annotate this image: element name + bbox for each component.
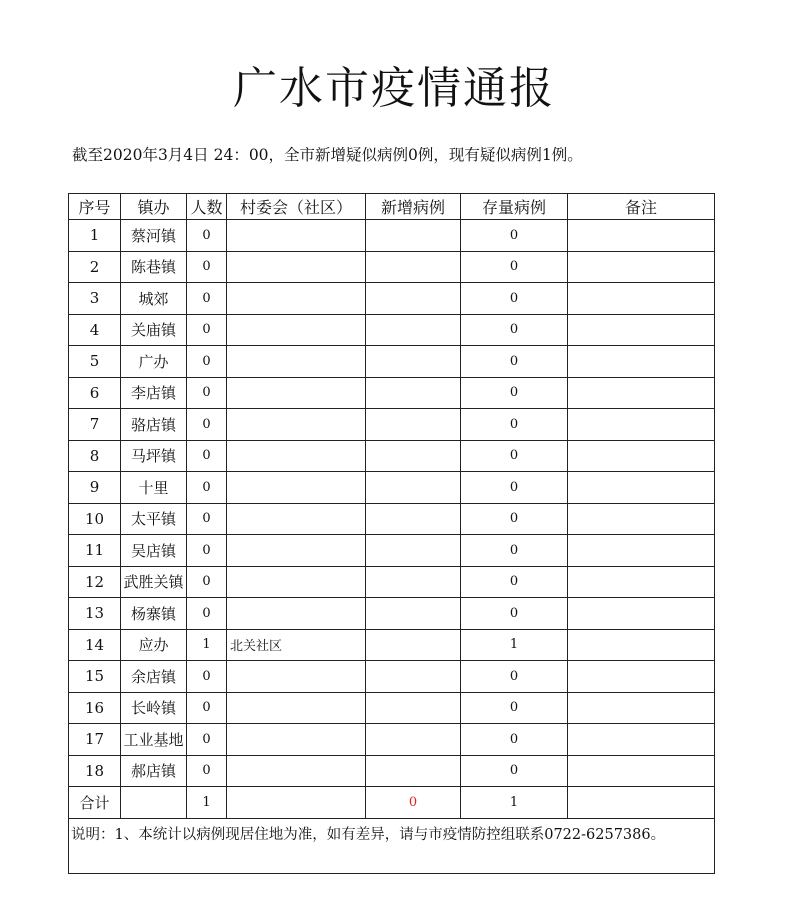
table-row <box>69 535 715 567</box>
total-stock-cases: 1 <box>461 787 568 819</box>
row-new-cases <box>366 661 461 693</box>
row-number: 3 <box>69 283 121 315</box>
row-number: 12 <box>69 566 121 598</box>
row-new-cases <box>366 535 461 567</box>
row-town: 太平镇 <box>121 503 187 535</box>
row-village <box>227 377 366 409</box>
row-note <box>568 755 715 787</box>
table-row <box>69 220 715 252</box>
row-count: 0 <box>187 409 227 441</box>
row-stock-cases: 0 <box>461 346 568 378</box>
row-new-cases <box>366 724 461 756</box>
row-count: 0 <box>187 724 227 756</box>
table-row <box>69 346 715 378</box>
table-row <box>69 251 715 283</box>
row-village <box>227 283 366 315</box>
row-stock-cases: 1 <box>461 629 568 661</box>
footnote-row <box>69 818 715 873</box>
row-note <box>568 283 715 315</box>
row-count: 0 <box>187 503 227 535</box>
row-new-cases <box>366 409 461 441</box>
total-town-cell <box>121 787 187 819</box>
row-town: 蔡河镇 <box>121 220 187 252</box>
row-count: 0 <box>187 755 227 787</box>
row-village <box>227 598 366 630</box>
row-town: 关庙镇 <box>121 314 187 346</box>
total-row <box>69 787 715 819</box>
row-new-cases <box>366 314 461 346</box>
footnote: 说明：1、本统计以病例现居住地为准，如有差异，请与市疫情防控组联系0722-6257386。 <box>69 818 715 873</box>
row-village <box>227 472 366 504</box>
row-new-cases <box>366 346 461 378</box>
row-town: 郝店镇 <box>121 755 187 787</box>
row-new-cases <box>366 598 461 630</box>
row-town: 马坪镇 <box>121 440 187 472</box>
row-stock-cases: 0 <box>461 661 568 693</box>
epidemic-table <box>68 193 715 874</box>
row-stock-cases: 0 <box>461 692 568 724</box>
row-stock-cases: 0 <box>461 377 568 409</box>
row-number: 13 <box>69 598 121 630</box>
row-count: 0 <box>187 220 227 252</box>
row-note <box>568 409 715 441</box>
row-note <box>568 661 715 693</box>
row-village <box>227 409 366 441</box>
row-village <box>227 692 366 724</box>
total-village-cell <box>227 787 366 819</box>
row-town: 吴店镇 <box>121 535 187 567</box>
row-count: 0 <box>187 251 227 283</box>
row-stock-cases: 0 <box>461 724 568 756</box>
row-count: 0 <box>187 440 227 472</box>
row-note <box>568 377 715 409</box>
total-count: 1 <box>187 787 227 819</box>
row-stock-cases: 0 <box>461 598 568 630</box>
row-note <box>568 724 715 756</box>
row-village <box>227 755 366 787</box>
row-village <box>227 220 366 252</box>
row-new-cases <box>366 629 461 661</box>
row-number: 6 <box>69 377 121 409</box>
row-count: 0 <box>187 535 227 567</box>
table-row <box>69 724 715 756</box>
row-town: 应办 <box>121 629 187 661</box>
row-stock-cases: 0 <box>461 283 568 315</box>
total-label: 合计 <box>69 787 121 819</box>
row-stock-cases: 0 <box>461 220 568 252</box>
table-row <box>69 755 715 787</box>
row-note <box>568 566 715 598</box>
table-row <box>69 692 715 724</box>
row-note <box>568 503 715 535</box>
row-count: 0 <box>187 566 227 598</box>
header-village: 村委会（社区） <box>227 194 366 220</box>
row-note <box>568 629 715 661</box>
table-row <box>69 409 715 441</box>
row-number: 16 <box>69 692 121 724</box>
row-number: 17 <box>69 724 121 756</box>
row-town: 工业基地 <box>121 724 187 756</box>
page-title: 广水市疫情通报 <box>233 63 555 114</box>
table-row <box>69 566 715 598</box>
table-row <box>69 472 715 504</box>
row-count: 0 <box>187 283 227 315</box>
row-new-cases <box>366 692 461 724</box>
row-village: 北关社区 <box>227 629 366 661</box>
row-number: 11 <box>69 535 121 567</box>
row-new-cases <box>366 755 461 787</box>
row-note <box>568 598 715 630</box>
row-new-cases <box>366 220 461 252</box>
row-village <box>227 314 366 346</box>
header-stock-cases: 存量病例 <box>461 194 568 220</box>
row-stock-cases: 0 <box>461 440 568 472</box>
table-row <box>69 440 715 472</box>
row-count: 0 <box>187 661 227 693</box>
row-count: 0 <box>187 472 227 504</box>
row-number: 7 <box>69 409 121 441</box>
row-note <box>568 440 715 472</box>
row-new-cases <box>366 503 461 535</box>
row-note <box>568 314 715 346</box>
row-note <box>568 692 715 724</box>
row-number: 15 <box>69 661 121 693</box>
row-village <box>227 440 366 472</box>
row-count: 0 <box>187 598 227 630</box>
row-town: 陈巷镇 <box>121 251 187 283</box>
row-number: 10 <box>69 503 121 535</box>
row-town: 城郊 <box>121 283 187 315</box>
row-new-cases <box>366 472 461 504</box>
row-number: 1 <box>69 220 121 252</box>
row-count: 0 <box>187 346 227 378</box>
row-count: 0 <box>187 314 227 346</box>
table-row <box>69 661 715 693</box>
row-number: 8 <box>69 440 121 472</box>
row-new-cases <box>366 377 461 409</box>
header-new-cases: 新增病例 <box>366 194 461 220</box>
header-count: 人数 <box>187 194 227 220</box>
row-stock-cases: 0 <box>461 566 568 598</box>
row-new-cases <box>366 440 461 472</box>
row-stock-cases: 0 <box>461 314 568 346</box>
header-town: 镇办 <box>121 194 187 220</box>
row-town: 广办 <box>121 346 187 378</box>
row-village <box>227 346 366 378</box>
table-row <box>69 598 715 630</box>
row-town: 余店镇 <box>121 661 187 693</box>
total-note-cell <box>568 787 715 819</box>
row-number: 5 <box>69 346 121 378</box>
header-note: 备注 <box>568 194 715 220</box>
row-note <box>568 251 715 283</box>
row-count: 0 <box>187 692 227 724</box>
row-village <box>227 251 366 283</box>
row-village <box>227 535 366 567</box>
row-number: 14 <box>69 629 121 661</box>
row-number: 2 <box>69 251 121 283</box>
row-new-cases <box>366 566 461 598</box>
row-village <box>227 661 366 693</box>
row-stock-cases: 0 <box>461 472 568 504</box>
row-stock-cases: 0 <box>461 535 568 567</box>
row-town: 李店镇 <box>121 377 187 409</box>
row-town: 十里 <box>121 472 187 504</box>
table-row <box>69 377 715 409</box>
row-village <box>227 503 366 535</box>
row-village <box>227 566 366 598</box>
row-stock-cases: 0 <box>461 251 568 283</box>
header-row <box>69 194 715 220</box>
row-count: 0 <box>187 377 227 409</box>
total-new-cases: 0 <box>366 787 461 819</box>
row-town: 杨寨镇 <box>121 598 187 630</box>
row-village <box>227 724 366 756</box>
row-stock-cases: 0 <box>461 409 568 441</box>
row-note <box>568 346 715 378</box>
row-note <box>568 220 715 252</box>
row-town: 武胜关镇 <box>121 566 187 598</box>
row-town: 骆店镇 <box>121 409 187 441</box>
row-new-cases <box>366 283 461 315</box>
row-number: 4 <box>69 314 121 346</box>
row-stock-cases: 0 <box>461 755 568 787</box>
row-number: 9 <box>69 472 121 504</box>
row-town: 长岭镇 <box>121 692 187 724</box>
row-count: 1 <box>187 629 227 661</box>
table-row <box>69 629 715 661</box>
row-note <box>568 535 715 567</box>
table-row <box>69 314 715 346</box>
table-row <box>69 503 715 535</box>
row-stock-cases: 0 <box>461 503 568 535</box>
row-note <box>568 472 715 504</box>
row-new-cases <box>366 251 461 283</box>
header-no: 序号 <box>69 194 121 220</box>
row-number: 18 <box>69 755 121 787</box>
table-row <box>69 283 715 315</box>
summary-text: 截至2020年3月4日 24：00，全市新增疑似病例0例，现有疑似病例1例。 <box>72 146 583 164</box>
